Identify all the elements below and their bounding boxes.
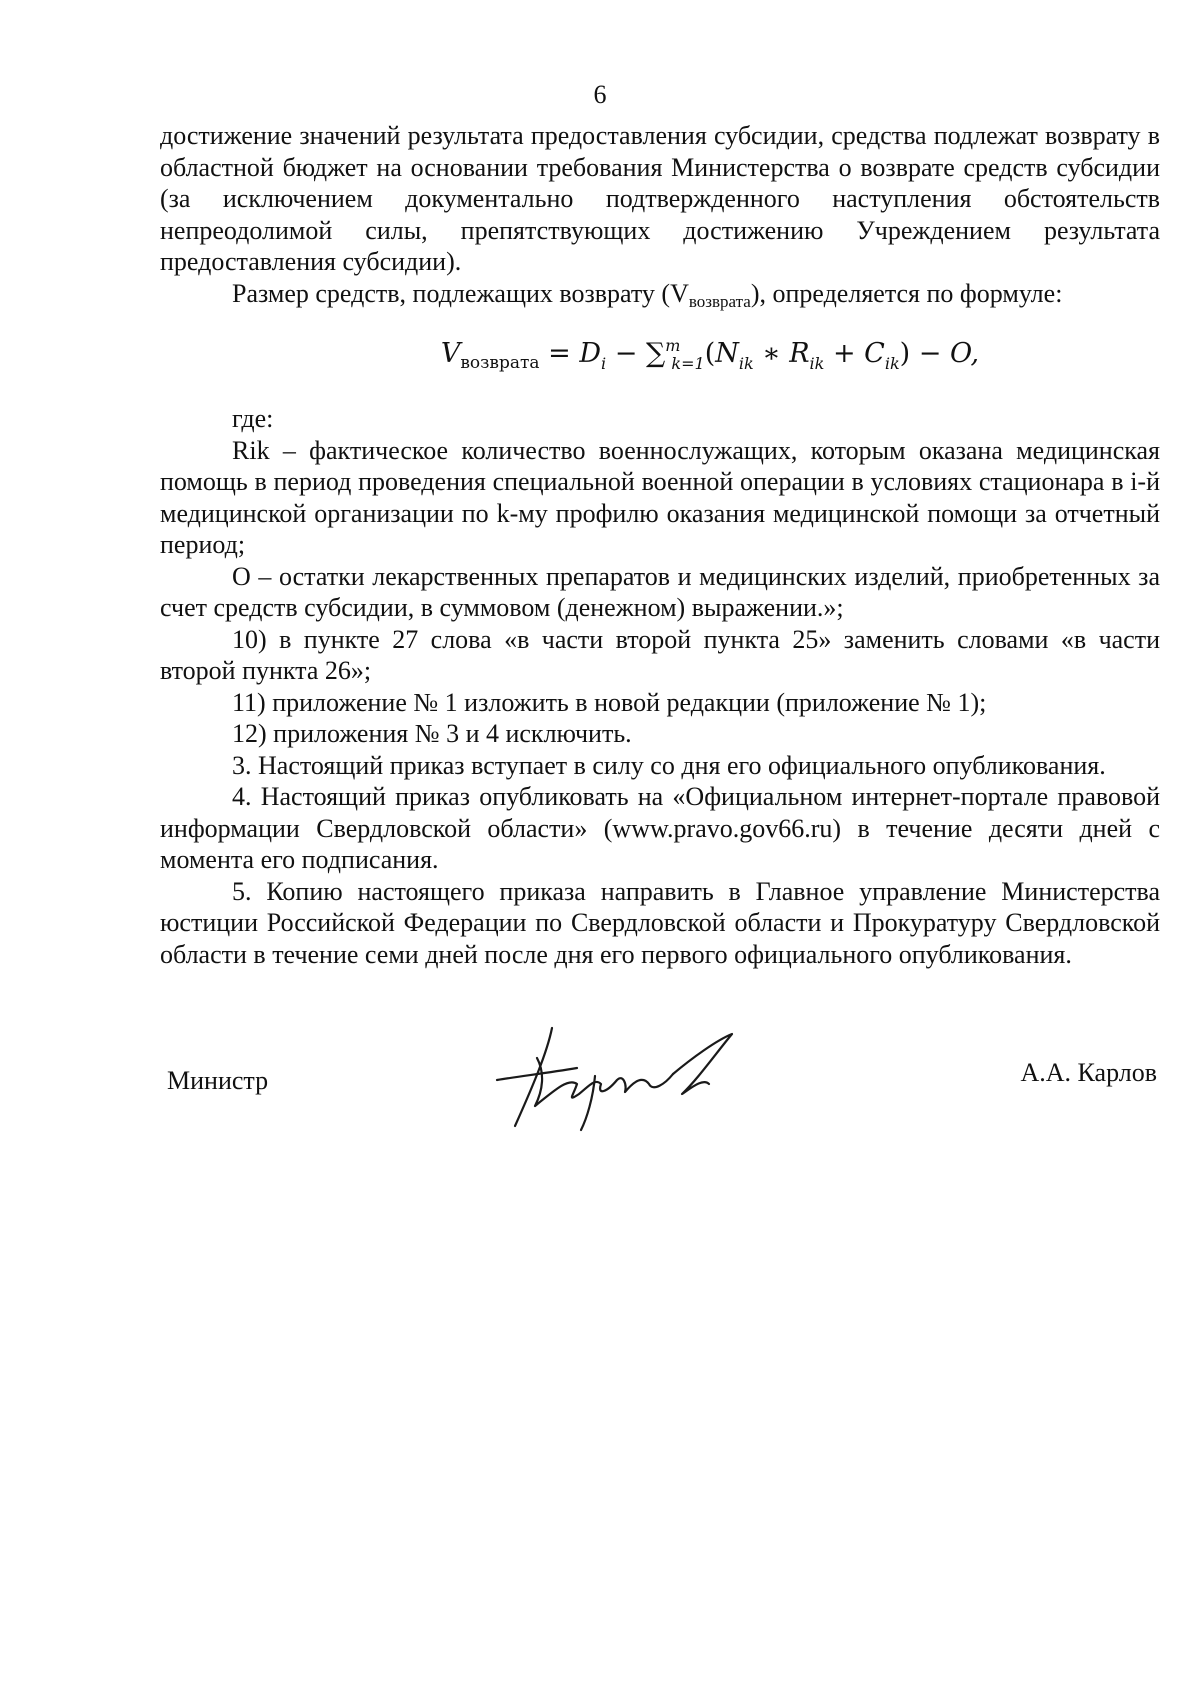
formula-minus: − — [606, 338, 646, 369]
formula-d-sub: i — [601, 354, 607, 373]
formula-d: D — [579, 338, 602, 369]
signatory-name: А.А. Карлов — [1020, 1058, 1157, 1087]
item-12: 12) приложения № 3 и 4 исключить. — [232, 719, 632, 748]
clause-3: 3. Настоящий приказ вступает в силу со дня его официального опубликования. — [232, 750, 1106, 780]
formula-sum-limits — [665, 337, 704, 377]
item-10: 10) в пункте 27 слова «в части второй пункта 25» заменить словами «в части второй пункта 26»; — [160, 624, 1160, 685]
clause-4: 4. Настоящий приказ опубликовать на «Официальном интернет-портале правовой информации Свердловской области» (www.pravo.gov66.ru) в течение десяти дней с момента его подписания. — [160, 782, 1160, 874]
formula-equals: = — [539, 338, 580, 369]
formula-intro-subscript: возврата — [688, 291, 751, 311]
definition-o: О – остатки лекарственных препаратов и медицинских изделий, приобретенных за счет средств субсидии, в суммовом (денежном) выражении.»; — [160, 561, 1160, 622]
formula-open-paren: ( — [704, 338, 716, 369]
formula-n: N — [715, 338, 739, 369]
formula-r: R — [789, 338, 810, 369]
definition-rik: Rik – фактическое количество военнослужащих, которым оказана медицинская помощь в период проведения специальной военной операции в условиях стационара в i-й медицинской организации по k-му профилю оказания медицинской помощи за отчетный период; — [160, 435, 1160, 559]
formula-c-sub: ik — [884, 354, 900, 373]
formula-intro — [160, 278, 1160, 313]
formula-sum-lower: k=1 — [671, 354, 705, 373]
clause-5: 5. Копию настоящего приказа направить в Главное управление Министерства юстиции Российской Федерации по Свердловской области и Прокуратуру Свердловской области в течение семи дней после дня его первого официального опубликования. — [160, 876, 1160, 969]
formula-c: C — [864, 338, 885, 369]
paragraph-continuation: достижение значений результата предоставления субсидии, средства подлежат возврату в областной бюджет на основании требования Министерства о возврате средств субсидии (за исключением документально подтвержденного наступления обстоятельств непреодолимой силы, препятствующих достижению Учреждением результата предоставления субсидии). — [160, 121, 1160, 276]
where-label: где: — [232, 404, 274, 433]
signature-block — [167, 1030, 1157, 1150]
formula-lhs: V — [440, 338, 461, 369]
return-amount-formula — [260, 334, 1160, 377]
formula-intro-before: Размер средств, подлежащих возврату (V — [232, 278, 689, 308]
page-number: 6 — [593, 80, 607, 109]
formula-plus: + — [824, 338, 865, 369]
handwritten-signature — [477, 1018, 737, 1133]
formula-close-paren: ) — [899, 338, 911, 369]
formula-intro-after: ), определяется по формуле: — [750, 278, 1063, 308]
formula-tail: − O, — [910, 338, 980, 369]
formula-r-sub: ik — [809, 354, 825, 373]
formula-sum-upper: m — [665, 336, 681, 355]
formula-times: ∗ — [753, 338, 790, 369]
formula-sum-symbol: ∑ — [645, 338, 666, 369]
document-body — [160, 120, 1160, 970]
item-11: 11) приложение № 1 изложить в новой редакции (приложение № 1); — [232, 687, 987, 717]
signatory-role: Министр — [167, 1066, 269, 1095]
formula-n-sub: ik — [738, 354, 754, 373]
formula-lhs-sub: возврата — [460, 353, 540, 373]
